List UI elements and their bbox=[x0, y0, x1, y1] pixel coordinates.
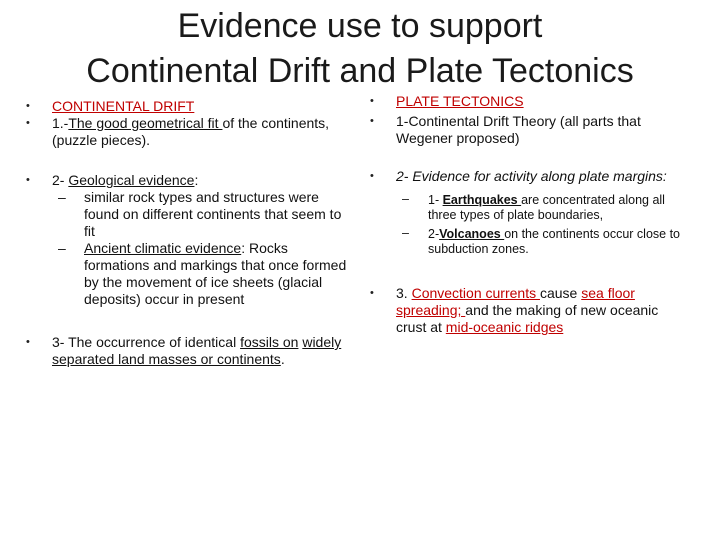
mid-oceanic-ridges-link: mid-oceanic ridges bbox=[445, 319, 564, 335]
item-text: cause bbox=[539, 285, 582, 301]
subitem-text: similar rock types and structures were found on different continents that seem to fit bbox=[84, 189, 342, 239]
fossils-link-1: fossils on bbox=[240, 334, 299, 350]
item-text: : bbox=[194, 172, 199, 188]
item-prefix: 2- bbox=[52, 172, 69, 188]
item-text: of the continents, (puzzle pieces). bbox=[52, 115, 330, 148]
fossils-link-2: widely separated land masses or continents bbox=[52, 334, 342, 367]
bullet-icon: • bbox=[26, 174, 30, 186]
item-text: 1-Continental Drift Theory (all parts that Wegener proposed) bbox=[396, 113, 641, 146]
dash-icon: – bbox=[402, 192, 409, 206]
rock-types-subitem bbox=[26, 189, 356, 240]
item-end: . bbox=[280, 351, 285, 367]
bullet-icon: • bbox=[26, 336, 30, 348]
earthquakes-link: Earthquakes bbox=[442, 193, 522, 207]
item-text: and the making of new oceanic crust at bbox=[396, 302, 659, 335]
sea-floor-spreading-link: sea floor spreading; bbox=[396, 285, 635, 318]
ancient-climatic-link: Ancient climatic evidence bbox=[84, 240, 242, 256]
geological-evidence-item bbox=[26, 172, 356, 189]
subitem-prefix: 2- bbox=[428, 227, 440, 241]
item-text: 2- Evidence for activity along plate margins: bbox=[396, 168, 667, 184]
dash-icon: – bbox=[58, 240, 66, 256]
bullet-icon: • bbox=[370, 95, 374, 107]
subitem-text: : Rocks formations and markings that once formed by the movement of ice sheets (glacial deposits) occur in present bbox=[84, 240, 347, 307]
earthquakes-subitem bbox=[370, 193, 690, 223]
plate-margins-item bbox=[370, 168, 690, 185]
bullet-icon: • bbox=[370, 115, 374, 127]
volcanoes-subitem bbox=[370, 227, 690, 257]
convection-currents-link: Convection currents bbox=[411, 285, 540, 301]
bullet-icon: • bbox=[370, 170, 374, 182]
bullet-icon: • bbox=[26, 117, 30, 129]
geometrical-fit-link: The good geometrical fit bbox=[68, 115, 223, 131]
slide-title bbox=[0, 4, 720, 94]
convection-currents-item bbox=[370, 285, 690, 336]
geological-evidence-link: Geological evidence bbox=[68, 172, 195, 188]
item-prefix: 1.- bbox=[52, 115, 69, 131]
plate-tectonics-heading: PLATE TECTONICS bbox=[396, 93, 524, 109]
bullet-icon: • bbox=[370, 287, 374, 299]
subitem-text: on the continents occur close to subduction zones. bbox=[428, 227, 681, 256]
title-line-2: Continental Drift and Plate Tectonics bbox=[86, 52, 634, 90]
continental-drift-heading-item bbox=[26, 98, 356, 115]
continental-drift-heading: CONTINENTAL DRIFT bbox=[52, 98, 195, 114]
geometrical-fit-item bbox=[26, 115, 356, 149]
subitem-text: are concentrated along all three types of plate boundaries, bbox=[428, 193, 665, 222]
title-line-1: Evidence use to support bbox=[177, 7, 543, 45]
continental-drift-theory-item bbox=[370, 113, 690, 147]
item-prefix: 3. bbox=[396, 285, 412, 301]
continental-drift-column bbox=[26, 98, 356, 368]
plate-tectonics-heading-item bbox=[370, 93, 690, 110]
plate-tectonics-column bbox=[370, 93, 690, 336]
bullet-icon: • bbox=[26, 100, 30, 112]
fossils-item bbox=[26, 334, 356, 368]
ancient-climatic-subitem bbox=[26, 240, 356, 308]
subitem-prefix: 1- bbox=[428, 193, 443, 207]
volcanoes-link: Volcanoes bbox=[439, 227, 505, 241]
item-prefix: 3- The occurrence of identical bbox=[52, 334, 241, 350]
dash-icon: – bbox=[58, 189, 66, 205]
dash-icon: – bbox=[402, 226, 409, 240]
